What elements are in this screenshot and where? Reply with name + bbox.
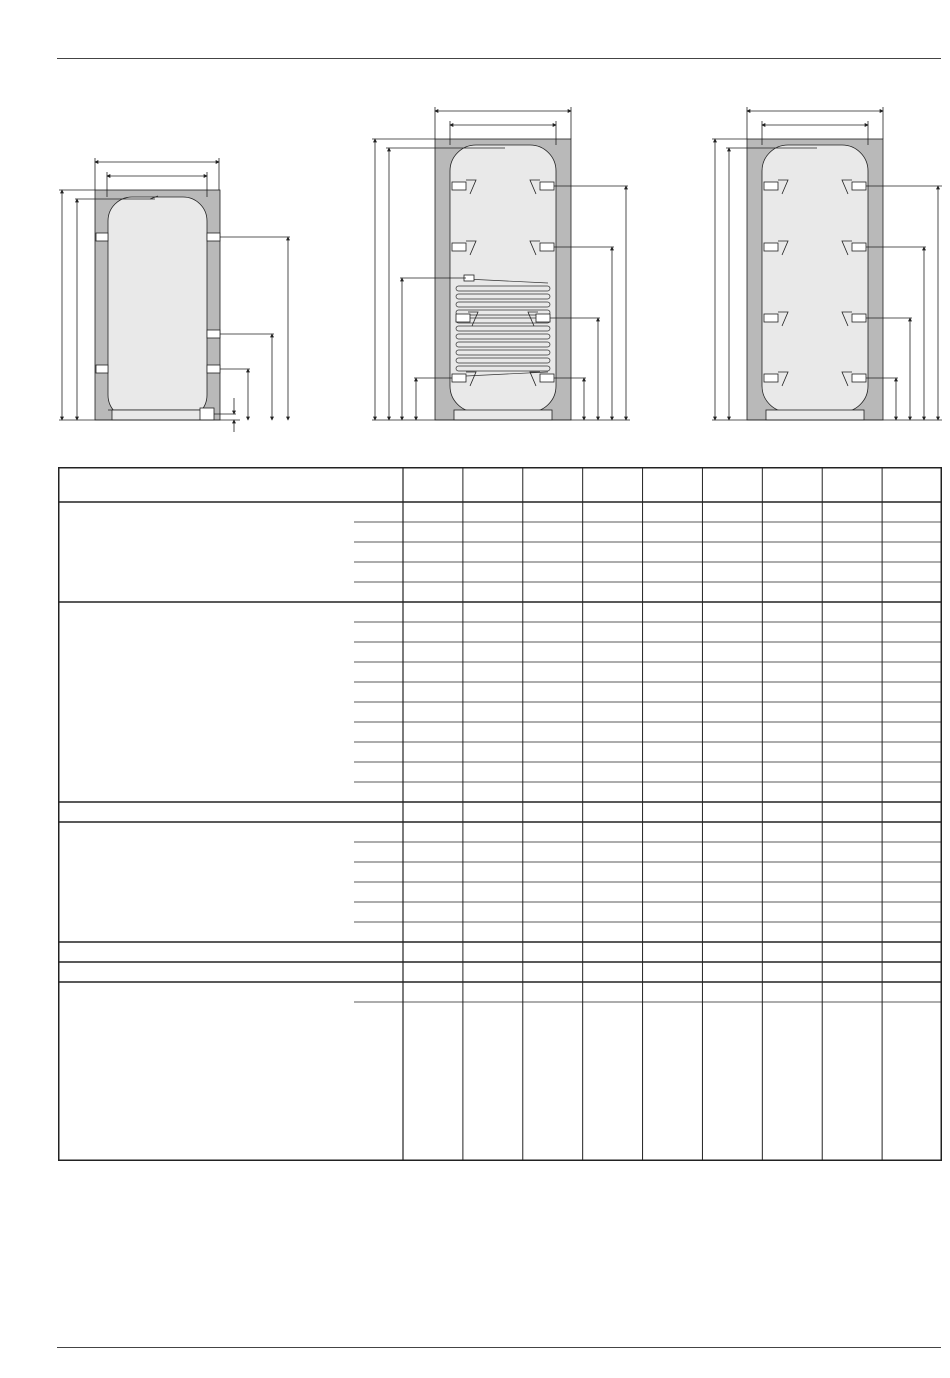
technical-drawings [0,0,950,440]
table-frame [59,468,942,1161]
drawing-buffer-tank [712,107,942,420]
drawing-coil-tank [372,107,630,420]
footer-rule [57,1347,941,1348]
drawing-plain-tank [59,158,290,432]
specification-table [58,467,942,1161]
